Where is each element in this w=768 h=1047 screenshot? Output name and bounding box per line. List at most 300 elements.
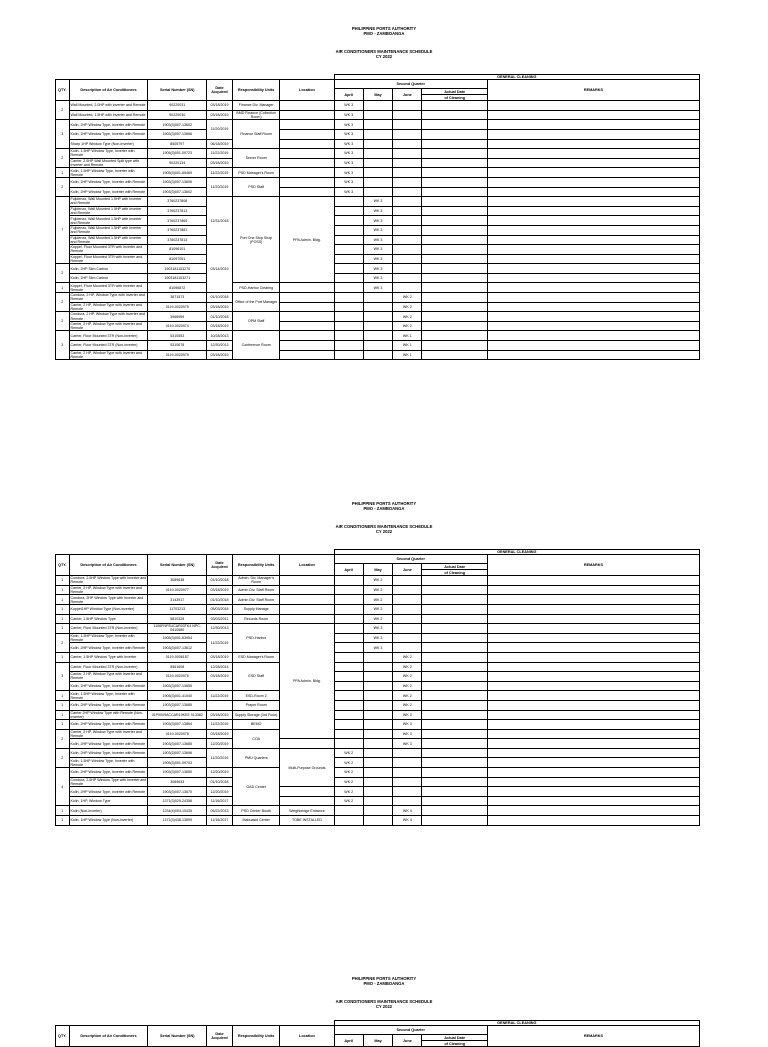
may-cell: WK 3 xyxy=(363,197,392,207)
table-row xyxy=(56,216,700,226)
table-row xyxy=(56,110,700,120)
remarks-cell xyxy=(487,341,699,351)
date-acquired-cell: 11/22/2019 xyxy=(207,168,233,178)
april-cell: WK 3 xyxy=(334,168,363,178)
table-row xyxy=(56,585,700,595)
table-row xyxy=(56,739,700,749)
pmo-name: PMO - ZAMBOANGA xyxy=(363,981,405,987)
june-cell: WK 1 xyxy=(393,350,422,360)
actual-date-cell xyxy=(422,350,487,360)
actual-date-cell xyxy=(422,768,487,778)
serial-number-cell: 0119-0020977 xyxy=(148,585,207,595)
table-row xyxy=(56,177,700,187)
qty-cell: 3 xyxy=(56,331,70,360)
responsibility-cell: ESD-Room 2 xyxy=(233,691,280,701)
description-cell: Koppel1HP Window Type (Non-inverter) xyxy=(69,604,148,614)
date-acquired-cell: 06/18/2019 xyxy=(207,139,233,149)
june-cell xyxy=(393,758,422,768)
april-cell xyxy=(334,643,363,653)
actual-date-cell xyxy=(422,321,487,331)
actual-date-cell xyxy=(422,149,487,159)
june-cell xyxy=(393,643,422,653)
responsibility-cell: Port One Stop Shop (POSS) xyxy=(233,197,280,283)
actual-date-cell xyxy=(422,273,487,283)
description-cell: Carrier, 2 HP, Window Type with Inverter and Remote xyxy=(69,302,148,312)
remarks-cell xyxy=(487,652,699,662)
table-header xyxy=(56,550,700,576)
date-acquired-cell: 05/03/2018 xyxy=(207,604,233,614)
actual-date-cell xyxy=(422,777,487,787)
may-cell: WK 2 xyxy=(363,614,392,624)
actual-date-cell xyxy=(422,283,487,293)
actual-date-header: Actual Date xyxy=(422,1035,487,1041)
serial-number-cell: 3760237813 xyxy=(148,206,207,216)
june-cell xyxy=(393,225,422,235)
serial-number-cell: 81096872 xyxy=(148,283,207,293)
april-cell: WK 3 xyxy=(334,139,363,149)
june-cell xyxy=(393,197,422,207)
june-cell: WK 3 xyxy=(393,729,422,739)
responsibility-cell: PSD Staff xyxy=(233,177,280,196)
table-row xyxy=(56,633,700,643)
actual-date-cell xyxy=(422,168,487,178)
june-cell: WK 2 xyxy=(393,662,422,672)
loc-header: Location xyxy=(280,555,334,576)
description-cell: Carrier, Floor Mounted 3TR (Non-inverter) xyxy=(69,331,148,341)
table-row xyxy=(56,331,700,341)
remarks-cell xyxy=(487,129,699,139)
actual-date-cell xyxy=(422,120,487,130)
description-cell: Wall Mounted, 1.5HP with Inverter and Remote xyxy=(69,110,148,120)
may-cell xyxy=(363,806,392,816)
table-row xyxy=(56,120,700,130)
location-cell xyxy=(280,149,334,159)
table-body xyxy=(56,576,700,825)
responsibility-cell: BEMO xyxy=(233,720,280,730)
remarks-cell xyxy=(487,139,699,149)
description-cell: Koppel, Floor Mounted 3TR with Inverter and Remote xyxy=(69,283,148,293)
description-cell: Kolin, 2HP Window Type, Inverter with Remote xyxy=(69,768,148,778)
responsibility-cell: OPM Staff xyxy=(233,312,280,331)
date-acquired-cell: 12/31/2018 xyxy=(207,197,233,245)
june-cell: WK 2 xyxy=(393,672,422,682)
remarks-cell xyxy=(487,585,699,595)
responsibility-cell: PSD-Harbor Clearing xyxy=(233,283,280,293)
location-cell xyxy=(280,283,334,293)
april-cell xyxy=(334,216,363,226)
qty-cell: 2 xyxy=(56,312,70,331)
june-cell xyxy=(393,633,422,643)
date-acquired-cell: 01/10/2018 xyxy=(207,312,233,322)
remarks-cell xyxy=(487,796,699,806)
qty-cell: 1 xyxy=(56,816,70,826)
table-row xyxy=(56,624,700,634)
may-cell xyxy=(363,293,392,303)
june-cell: WK 2 xyxy=(393,700,422,710)
april-header: April xyxy=(334,1035,363,1047)
qty-cell: 1 xyxy=(56,604,70,614)
serial-number-cell: 1903(3)007-13670 xyxy=(148,787,207,797)
april-cell xyxy=(334,729,363,739)
location-cell xyxy=(280,595,334,605)
document-page-3 xyxy=(0,950,768,1046)
serial-number-cell: 3760237808 xyxy=(148,197,207,207)
actual-date-cell xyxy=(422,681,487,691)
resp-header: Responsibility Units xyxy=(233,555,280,576)
location-cell xyxy=(280,585,334,595)
serial-number-cell: 1371(3)438-13899 xyxy=(148,816,207,826)
remarks-cell xyxy=(487,245,699,255)
remarks-cell xyxy=(487,149,699,159)
june-cell: WK 2 xyxy=(393,691,422,701)
qty-cell: 2 xyxy=(56,177,70,196)
april-cell xyxy=(334,321,363,331)
responsibility-cell: BMD Finance (Collection Room) xyxy=(233,110,280,120)
may-cell xyxy=(363,681,392,691)
date-acquired-cell: 12/30/2013 xyxy=(207,341,233,351)
serial-number-cell: 0119-0020979 xyxy=(148,350,207,360)
table-row xyxy=(56,264,700,274)
actual-date-cell xyxy=(422,177,487,187)
table-row xyxy=(56,720,700,730)
june-cell xyxy=(393,283,422,293)
location-cell: Weighbridge Entrance xyxy=(280,806,334,816)
june-cell: WK 2 xyxy=(393,681,422,691)
remarks-cell xyxy=(487,806,699,816)
qty-cell: 1 xyxy=(56,614,70,624)
may-cell xyxy=(363,129,392,139)
remarks-cell xyxy=(487,595,699,605)
location-cell: PPA Admin. Bldg. xyxy=(280,624,334,739)
actual-date-cell xyxy=(422,816,487,826)
qty-cell: 1 xyxy=(56,710,70,720)
sn-header: Serial Number (SN) xyxy=(148,80,207,101)
description-cell: Kolin, 1.5HP Window Type, Inverter with Remote xyxy=(69,149,148,159)
june-cell xyxy=(393,777,422,787)
serial-number-cell: 1234(4)004-10435 xyxy=(148,806,207,816)
table-row xyxy=(56,312,700,322)
remarks-cell xyxy=(487,293,699,303)
description-cell: Carrier, Floor Mounted 3TR (Non-inverter) xyxy=(69,624,148,634)
document-page-2 xyxy=(0,475,768,950)
table-row xyxy=(56,729,700,739)
may-cell xyxy=(363,120,392,130)
june-header: June xyxy=(393,89,422,101)
june-cell xyxy=(393,120,422,130)
table-row xyxy=(56,796,700,806)
qty-cell: 2 xyxy=(56,729,70,748)
date-acquired-cell: 03/18/2019 xyxy=(207,729,233,739)
table-row xyxy=(56,283,700,293)
remarks-cell xyxy=(487,816,699,826)
description-cell: Kolin, 2HP Window Type, Inverter with Remote xyxy=(69,700,148,710)
description-cell: Kolin, 2HP Window Type, Inverter with Remote xyxy=(69,787,148,797)
june-header: June xyxy=(393,1035,422,1047)
june-cell xyxy=(393,129,422,139)
location-cell xyxy=(280,614,334,624)
june-cell xyxy=(393,206,422,216)
schedule-year: CY 2022 xyxy=(375,529,393,535)
serial-number-cell: 90220030 xyxy=(148,110,207,120)
remarks-cell xyxy=(487,331,699,341)
may-cell: WK 3 xyxy=(363,633,392,643)
table-row xyxy=(56,139,700,149)
qty-header: QTY. xyxy=(56,555,70,576)
april-cell xyxy=(334,197,363,207)
location-cell xyxy=(280,110,334,120)
actual-date-cell xyxy=(422,264,487,274)
serial-number-cell: 3143917 xyxy=(148,595,207,605)
actual-date-cell xyxy=(422,758,487,768)
remarks-cell xyxy=(487,624,699,634)
actual-date-cell xyxy=(422,643,487,653)
actual-date-cell xyxy=(422,604,487,614)
description-cell: Kolin, 2HP Window Type, Inverter with Remote xyxy=(69,681,148,691)
location-cell xyxy=(280,101,334,111)
responsibility-cell: Admin Div. Staff Room xyxy=(233,585,280,595)
responsibility-cell: Server Room xyxy=(233,149,280,168)
description-cell: Carrier, 1.5HP Window Type with Inverter xyxy=(69,652,148,662)
april-cell xyxy=(334,595,363,605)
april-cell: WK 2 xyxy=(334,758,363,768)
date-acquired-cell: 11/22/2019 xyxy=(207,691,233,701)
may-cell xyxy=(363,748,392,758)
maintenance-table xyxy=(55,1020,700,1047)
table-row xyxy=(56,806,700,816)
description-cell: Kolin, 2HP Window Type, Inverter with Remote xyxy=(69,739,148,749)
serial-number-cell: 1905(3)001-63954 xyxy=(148,633,207,643)
may-cell: WK 2 xyxy=(363,595,392,605)
table-row xyxy=(56,691,700,701)
may-cell xyxy=(363,168,392,178)
qty-cell: 4 xyxy=(56,768,70,806)
qty-cell: 1 xyxy=(56,595,70,605)
april-cell xyxy=(334,691,363,701)
location-cell xyxy=(280,120,334,130)
actual-date-cell xyxy=(422,691,487,701)
responsibility-cell: Records Room xyxy=(233,614,280,624)
may-cell xyxy=(363,720,392,730)
date-acquired-cell: 12/20/2019 xyxy=(207,787,233,797)
june-cell xyxy=(393,177,422,187)
serial-number-cell: 3089633 xyxy=(148,777,207,787)
remarks-cell xyxy=(487,264,699,274)
table-row xyxy=(56,293,700,303)
serial-number-cell: 1903(3)007-13655 xyxy=(148,681,207,691)
may-cell xyxy=(363,796,392,806)
actual-date-cell xyxy=(422,672,487,682)
april-cell: WK 3 xyxy=(334,149,363,159)
responsibility-cell: Finance Div. Manager xyxy=(233,101,280,111)
date-acquired-cell: 03/18/2019 xyxy=(207,672,233,682)
may-cell xyxy=(363,331,392,341)
june-cell: WK 3 xyxy=(393,720,422,730)
april-cell: WK 3 xyxy=(334,129,363,139)
table-row xyxy=(56,235,700,245)
qty-cell: 2 xyxy=(56,633,70,652)
responsibility-cell: Admin Div. Staff Room xyxy=(233,595,280,605)
description-cell: Carrier 2HP Window Type with Remote (Non-inverter) xyxy=(69,710,148,720)
qty-cell: 2 xyxy=(56,101,70,120)
schedule-year: CY 2022 xyxy=(375,54,393,60)
may-cell xyxy=(363,187,392,197)
may-cell xyxy=(363,101,392,111)
serial-number-cell: 3760237881 xyxy=(148,225,207,235)
location-cell xyxy=(280,177,334,187)
june-cell: WK 3 xyxy=(393,739,422,749)
april-cell: WK 2 xyxy=(334,787,363,797)
date-acquired-cell: 11/16/2017 xyxy=(207,816,233,826)
remarks-cell xyxy=(487,777,699,787)
description-cell: Condura, 2HP Window Type with Inverter and Remote xyxy=(69,595,148,605)
actual-date-cell xyxy=(422,739,487,749)
june-cell: WK 2 xyxy=(393,293,422,303)
serial-number-cell: 1903(3)007-13602 xyxy=(148,120,207,130)
may-cell: WK 2 xyxy=(363,576,392,586)
serial-number-cell: 90220031 xyxy=(148,101,207,111)
serial-number-cell: 1903(3)007-13602 xyxy=(148,187,207,197)
june-cell xyxy=(393,235,422,245)
description-cell: Kolin, 1.5HP Window Type, Inverter with Remote xyxy=(69,758,148,768)
remarks-header: REMARKS xyxy=(487,555,699,576)
actual-date-cell xyxy=(422,633,487,643)
actual-date-cell xyxy=(422,806,487,816)
april-cell xyxy=(334,293,363,303)
may-cell xyxy=(363,341,392,351)
resp-header: Responsibility Units xyxy=(233,80,280,101)
date-acquired-cell xyxy=(207,681,233,691)
remarks-cell xyxy=(487,206,699,216)
description-cell: Condura, 2 HP, Window Type with Inverter and Remote xyxy=(69,312,148,322)
location-cell: TOBE INSTALLED xyxy=(280,816,334,826)
table-row xyxy=(56,350,700,360)
remarks-cell xyxy=(487,768,699,778)
pmo-name: PMO - ZAMBOANGA xyxy=(363,31,405,37)
table-row xyxy=(56,768,700,778)
qty-cell: 1 xyxy=(56,576,70,586)
actual-date-cell xyxy=(422,197,487,207)
actual-date-header: Actual Date xyxy=(422,89,487,95)
serial-number-cell: 3966959 xyxy=(148,312,207,322)
april-cell xyxy=(334,681,363,691)
remarks-cell xyxy=(487,604,699,614)
may-cell xyxy=(363,110,392,120)
april-cell xyxy=(334,225,363,235)
maintenance-table xyxy=(55,549,700,826)
date-acquired-cell: 03/18/2019 xyxy=(207,110,233,120)
remarks-cell xyxy=(487,302,699,312)
serial-number-cell: 5561608 xyxy=(148,662,207,672)
responsibility-cell: ESD Manager's Room xyxy=(233,652,280,662)
may-cell xyxy=(363,816,392,826)
description-cell: Kolin, 2HP Window Type, Inverter with Remote xyxy=(69,643,148,653)
actual-date-cell xyxy=(422,576,487,586)
serial-number-cell: 5310678 xyxy=(148,341,207,351)
desc-header: Description of Air Conditioners xyxy=(69,555,148,576)
description-cell: Koppel, Floor Mounted 3TR with Inverter and Remote xyxy=(69,254,148,264)
serial-number-cell: 1903181103270 xyxy=(148,264,207,274)
remarks-cell xyxy=(487,158,699,168)
table-row xyxy=(56,197,700,207)
may-cell: WK 3 xyxy=(363,273,392,283)
june-header: June xyxy=(393,564,422,576)
qty-cell: 1 xyxy=(56,806,70,816)
may-cell xyxy=(363,652,392,662)
april-cell xyxy=(334,672,363,682)
description-cell: Kolin, 2HP Window Type, Inverter with Remote xyxy=(69,177,148,187)
schedule-year: CY 2022 xyxy=(375,1004,393,1010)
june-cell xyxy=(393,110,422,120)
loc-header: Location xyxy=(280,1026,334,1047)
qty-cell: 3 xyxy=(56,662,70,691)
actual-date-cell xyxy=(422,787,487,797)
june-cell xyxy=(393,254,422,264)
location-cell xyxy=(280,129,334,139)
june-cell xyxy=(393,614,422,624)
description-cell: Fujidenzo, Wall Mounted 1.5HP with Inverter and Remote xyxy=(69,216,148,226)
april-cell: WK 3 xyxy=(334,187,363,197)
may-cell xyxy=(363,302,392,312)
serial-number-cell: 1371(3)029-24358 xyxy=(148,796,207,806)
may-cell xyxy=(363,158,392,168)
table-row xyxy=(56,652,700,662)
date-acquired-cell: 03/18/2019 xyxy=(207,585,233,595)
actual-date-cell xyxy=(422,710,487,720)
remarks-cell xyxy=(487,235,699,245)
actual-date-cell xyxy=(422,110,487,120)
actual-date-cell xyxy=(422,614,487,624)
table-row xyxy=(56,168,700,178)
location-cell xyxy=(280,293,334,303)
april-cell xyxy=(334,302,363,312)
loc-header: Location xyxy=(280,80,334,101)
remarks-cell xyxy=(487,177,699,187)
date-acquired-cell: 03/18/2019 xyxy=(207,158,233,168)
desc-header: Description of Air Conditioners xyxy=(69,80,148,101)
serial-number-cell: 1903(3)007-13864 xyxy=(148,720,207,730)
date-acquired-cell: 10/28/2013 xyxy=(207,331,233,341)
april-cell xyxy=(334,624,363,634)
serial-number-cell: 01P0009ACCAR19KEE 013382 xyxy=(148,710,207,720)
date-acquired-cell: 03/18/2019 xyxy=(207,101,233,111)
responsibility-cell: PSD Center Booth xyxy=(233,806,280,816)
responsibility-cell: Conference Room xyxy=(233,331,280,360)
serial-number-cell: 5310553 xyxy=(148,331,207,341)
sn-header: Serial Number (SN) xyxy=(148,555,207,576)
june-cell xyxy=(393,139,422,149)
serial-number-cell: 1903(3)007-13612 xyxy=(148,643,207,653)
description-cell: Kolin, 2HP Window Type, Inverter with Remote xyxy=(69,748,148,758)
june-cell: WK 2 xyxy=(393,302,422,312)
june-cell: WK 4 xyxy=(393,806,422,816)
remarks-cell xyxy=(487,787,699,797)
actual-date-cell xyxy=(422,235,487,245)
april-cell xyxy=(334,604,363,614)
location-cell xyxy=(280,302,334,312)
quarter-header: Second Quarter xyxy=(334,80,487,89)
date-acquired-cell: 11/22/2019 xyxy=(207,149,233,159)
may-cell: WK 3 xyxy=(363,643,392,653)
description-cell: Carrier, 2 HP, Window Type with Inverter and Remote xyxy=(69,729,148,739)
remarks-cell xyxy=(487,720,699,730)
serial-number-cell: 1903(3)007-13696 xyxy=(148,748,207,758)
may-cell xyxy=(363,139,392,149)
responsibility-cell: ESD Staff xyxy=(233,662,280,691)
table-body xyxy=(56,101,700,360)
description-cell: Fujidenzo, Wall Mounted 1.5HP with Inverter and Remote xyxy=(69,235,148,245)
may-cell xyxy=(363,672,392,682)
description-cell: Kolin, 2HP Slim Carbon xyxy=(69,264,148,274)
